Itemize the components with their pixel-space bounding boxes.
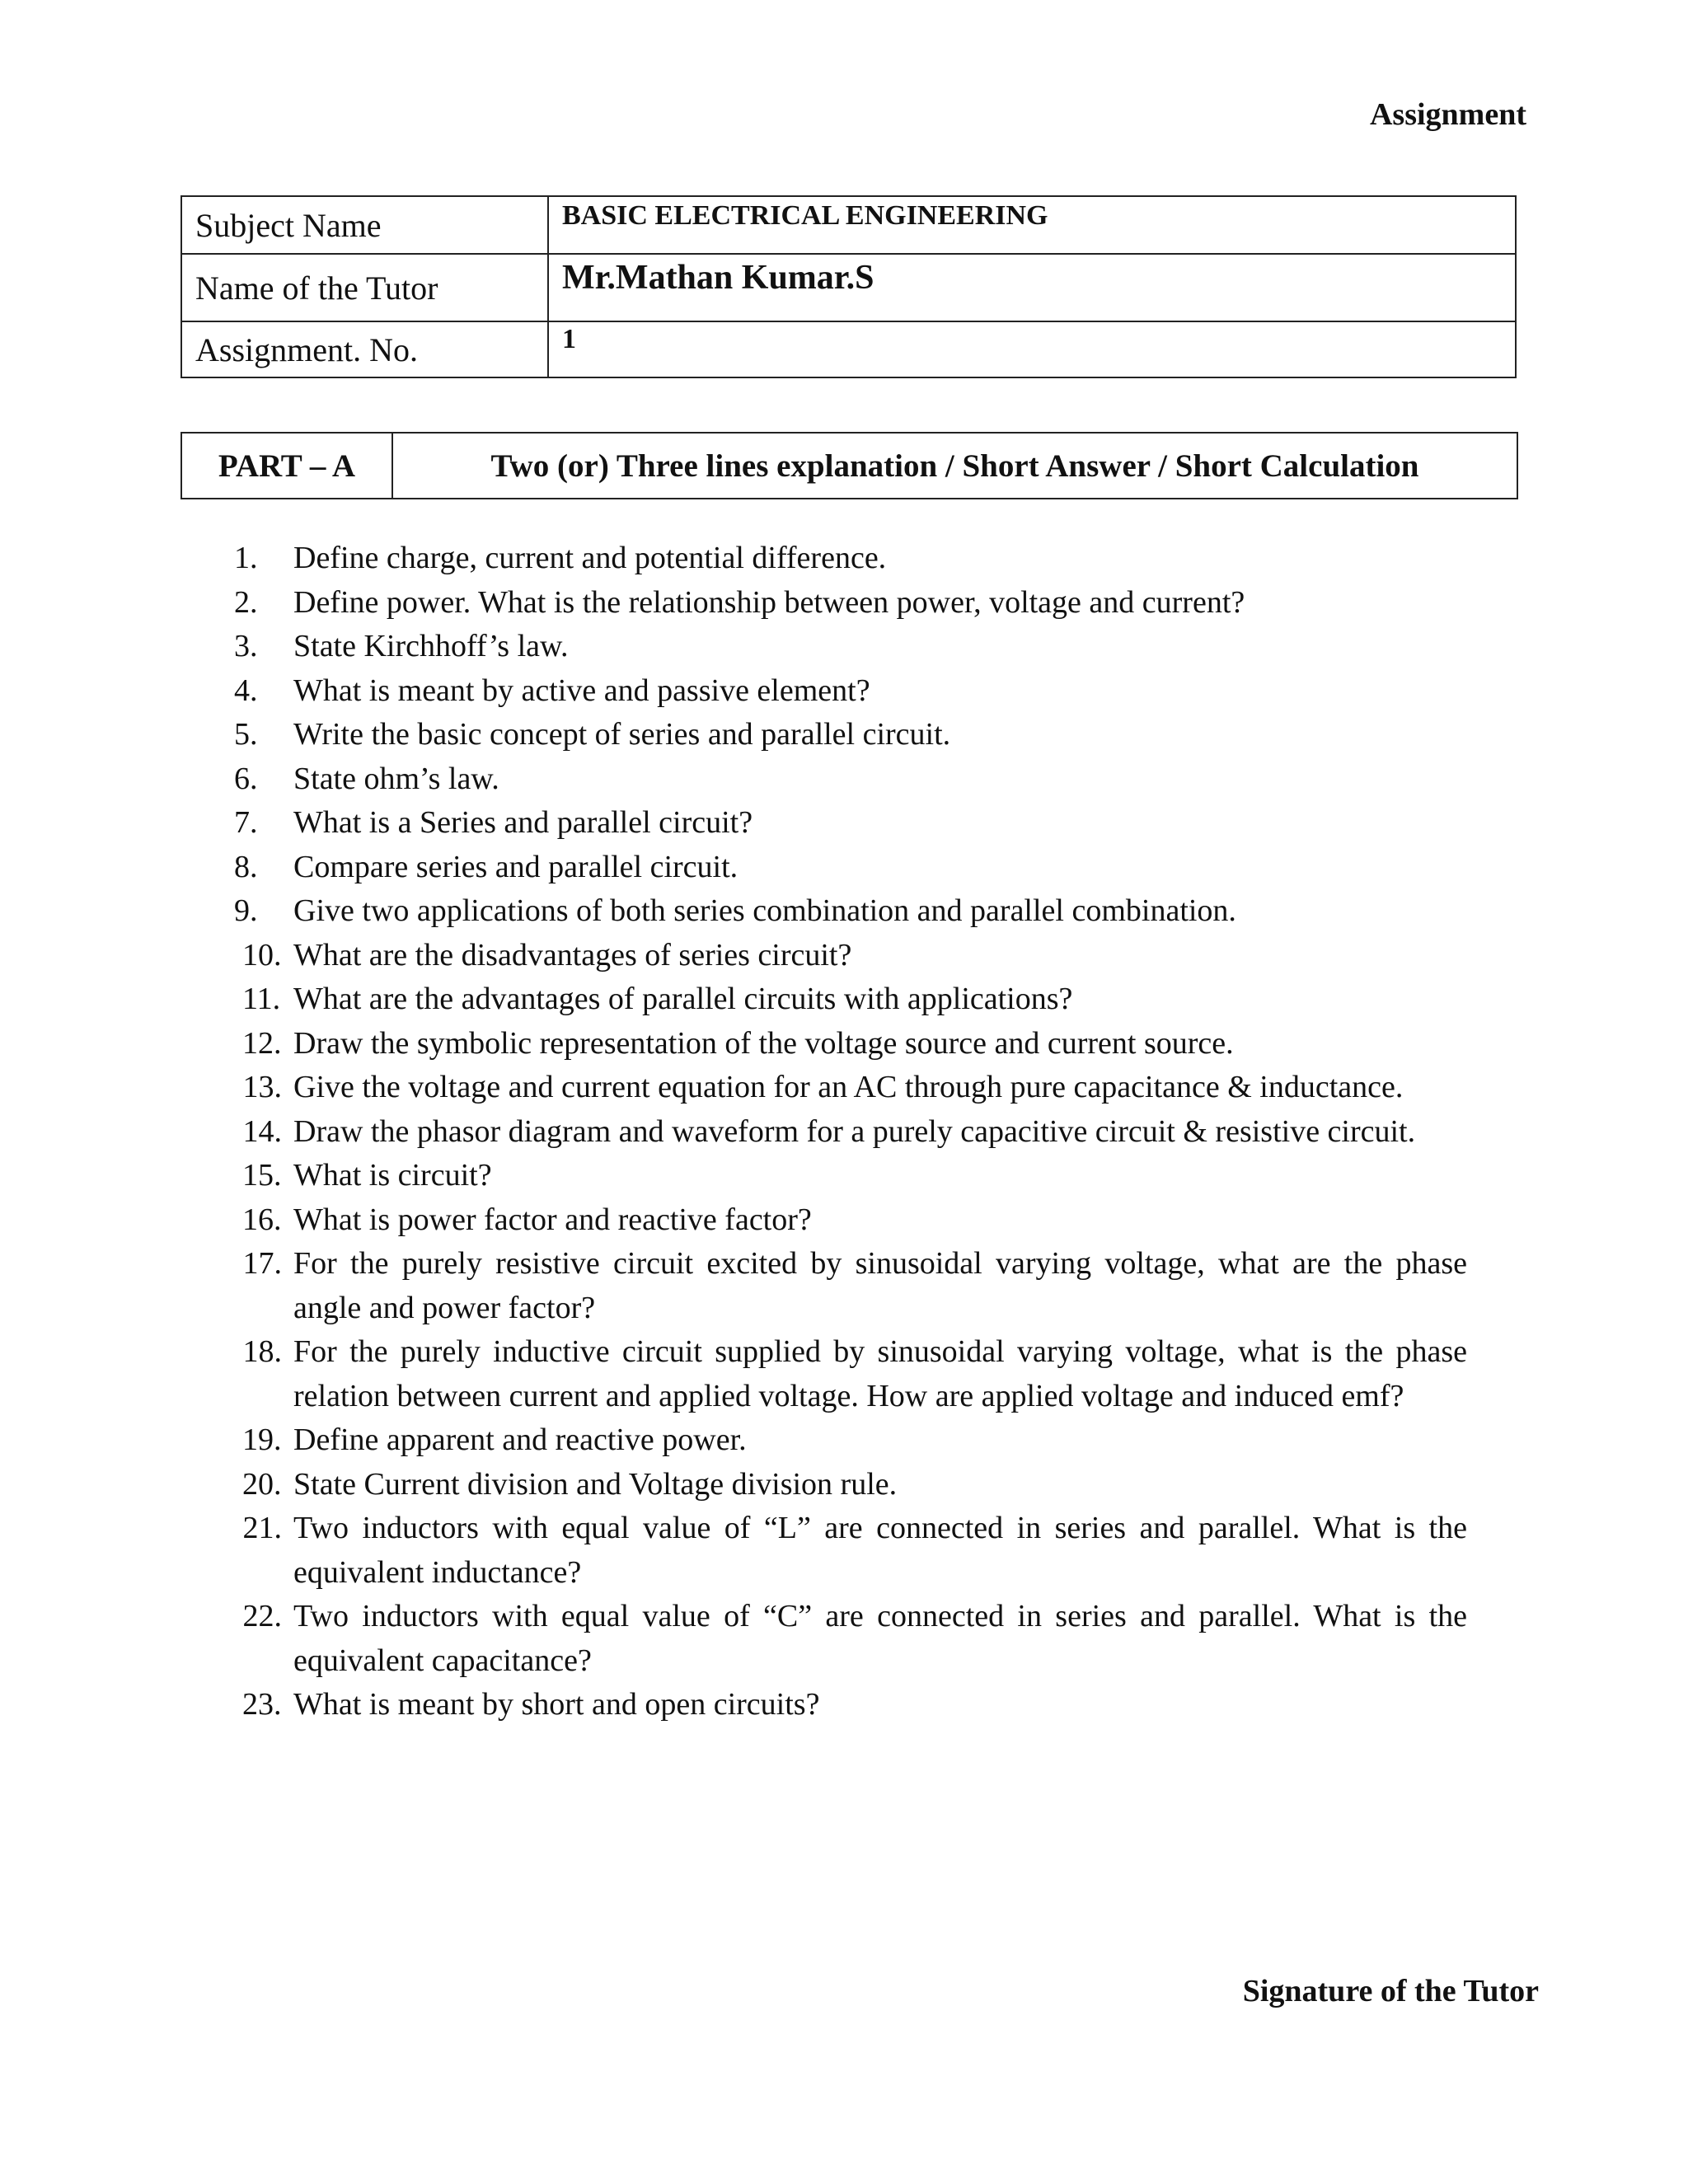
part-description: Two (or) Three lines explanation / Short Answer / Short Calculation — [392, 433, 1517, 499]
question-number: 17. — [242, 1246, 282, 1281]
question-item — [234, 625, 1467, 669]
question-item — [244, 1330, 1467, 1418]
question-item — [244, 977, 1467, 1022]
part-header-table — [181, 432, 1518, 499]
question-item — [244, 1066, 1467, 1110]
question-text: State ohm’s law. — [293, 761, 499, 796]
question-item — [234, 669, 1467, 714]
question-item — [244, 1110, 1467, 1155]
question-number: 19. — [242, 1422, 282, 1457]
question-item — [244, 1022, 1467, 1066]
question-number: 16. — [242, 1202, 282, 1237]
part-header-row — [181, 433, 1517, 499]
question-text: What is power factor and reactive factor? — [293, 1202, 812, 1237]
question-number: 13. — [242, 1070, 282, 1104]
question-number: 15. — [242, 1158, 282, 1193]
question-item — [244, 1507, 1467, 1595]
question-number: 18. — [242, 1334, 282, 1369]
question-item — [234, 581, 1467, 626]
question-text: Give two applications of both series combination and parallel combination. — [293, 893, 1236, 928]
question-item — [234, 801, 1467, 846]
question-number: 12. — [242, 1025, 282, 1061]
question-text: Define charge, current and potential difference. — [293, 541, 887, 575]
question-text: Define power. What is the relationship between power, voltage and current? — [293, 584, 1245, 620]
question-text: Give the voltage and current equation for an AC through pure capacitance & inductance. — [293, 1070, 1404, 1104]
question-text: State Kirchhoff’s law. — [293, 629, 569, 663]
question-item — [234, 537, 1467, 581]
question-item — [234, 889, 1467, 934]
question-text: For the purely resistive circuit excited by sinusoidal varying voltage, what are the phase angle and power factor? — [293, 1246, 1467, 1325]
question-text: What is meant by short and open circuits? — [293, 1687, 820, 1722]
question-text: What is a Series and parallel circuit? — [293, 805, 753, 840]
question-number: 20. — [242, 1466, 282, 1502]
question-number: 21. — [242, 1511, 282, 1545]
subject-value: BASIC ELECTRICAL ENGINEERING — [548, 196, 1516, 254]
tutor-value: Mr.Mathan Kumar.S — [548, 254, 1516, 321]
question-text: State Current division and Voltage division rule. — [293, 1466, 898, 1502]
question-text: Two inductors with equal value of “L” are connected in series and parallel. What is the equivalent inductance? — [293, 1511, 1467, 1590]
question-item — [244, 1463, 1467, 1507]
question-text: Two inductors with equal value of “C” are connected in series and parallel. What is the equivalent capacitance? — [293, 1599, 1467, 1678]
question-number: 11. — [242, 982, 281, 1016]
question-item — [234, 846, 1467, 890]
question-item — [244, 1154, 1467, 1198]
part-label: PART – A — [181, 433, 392, 499]
question-number: 6. — [234, 761, 258, 796]
question-item — [244, 1683, 1467, 1727]
question-text: What are the disadvantages of series circuit? — [293, 937, 852, 972]
subject-label: Subject Name — [181, 196, 548, 254]
question-item — [244, 934, 1467, 978]
tutor-label: Name of the Tutor — [181, 254, 548, 321]
question-number: 5. — [234, 717, 258, 752]
question-text: Write the basic concept of series and parallel circuit. — [293, 717, 951, 752]
question-number: 8. — [234, 849, 258, 884]
question-text: What are the advantages of parallel circuits with applications? — [293, 982, 1073, 1016]
question-text: What is circuit? — [293, 1158, 492, 1193]
question-text: Compare series and parallel circuit. — [293, 849, 738, 884]
question-text: Define apparent and reactive power. — [293, 1422, 747, 1457]
question-number: 23. — [242, 1687, 282, 1722]
question-text: For the purely inductive circuit supplied by sinusoidal varying voltage, what is the phase relation between current and applied voltage. How are applied voltage and induced emf? — [293, 1334, 1467, 1413]
question-item — [244, 1595, 1467, 1683]
question-number: 22. — [242, 1599, 282, 1633]
question-number: 14. — [242, 1113, 282, 1149]
question-item — [234, 757, 1467, 802]
question-number: 3. — [234, 629, 258, 663]
question-number: 1. — [234, 541, 258, 575]
question-text: What is meant by active and passive element? — [293, 673, 870, 708]
document-title: Assignment — [1369, 97, 1526, 132]
assignment-info-table — [181, 195, 1517, 378]
assignment-value: 1 — [548, 321, 1516, 377]
tutor-row — [181, 254, 1516, 321]
question-item — [244, 1242, 1467, 1330]
question-list — [234, 537, 1467, 1727]
question-item — [234, 713, 1467, 757]
question-text: Draw the symbolic representation of the voltage source and current source. — [293, 1025, 1234, 1061]
question-text: Draw the phasor diagram and waveform for a purely capacitive circuit & resistive circuit. — [293, 1113, 1416, 1149]
question-item — [244, 1198, 1467, 1243]
question-number: 4. — [234, 673, 258, 708]
assignment-label: Assignment. No. — [181, 321, 548, 377]
question-number: 9. — [234, 893, 258, 928]
subject-row — [181, 196, 1516, 254]
signature-label: Signature of the Tutor — [1242, 1974, 1539, 2008]
assignment-row — [181, 321, 1516, 377]
question-number: 7. — [234, 805, 258, 840]
question-item — [244, 1418, 1467, 1463]
question-number: 2. — [234, 584, 258, 620]
question-number: 10. — [242, 937, 282, 972]
